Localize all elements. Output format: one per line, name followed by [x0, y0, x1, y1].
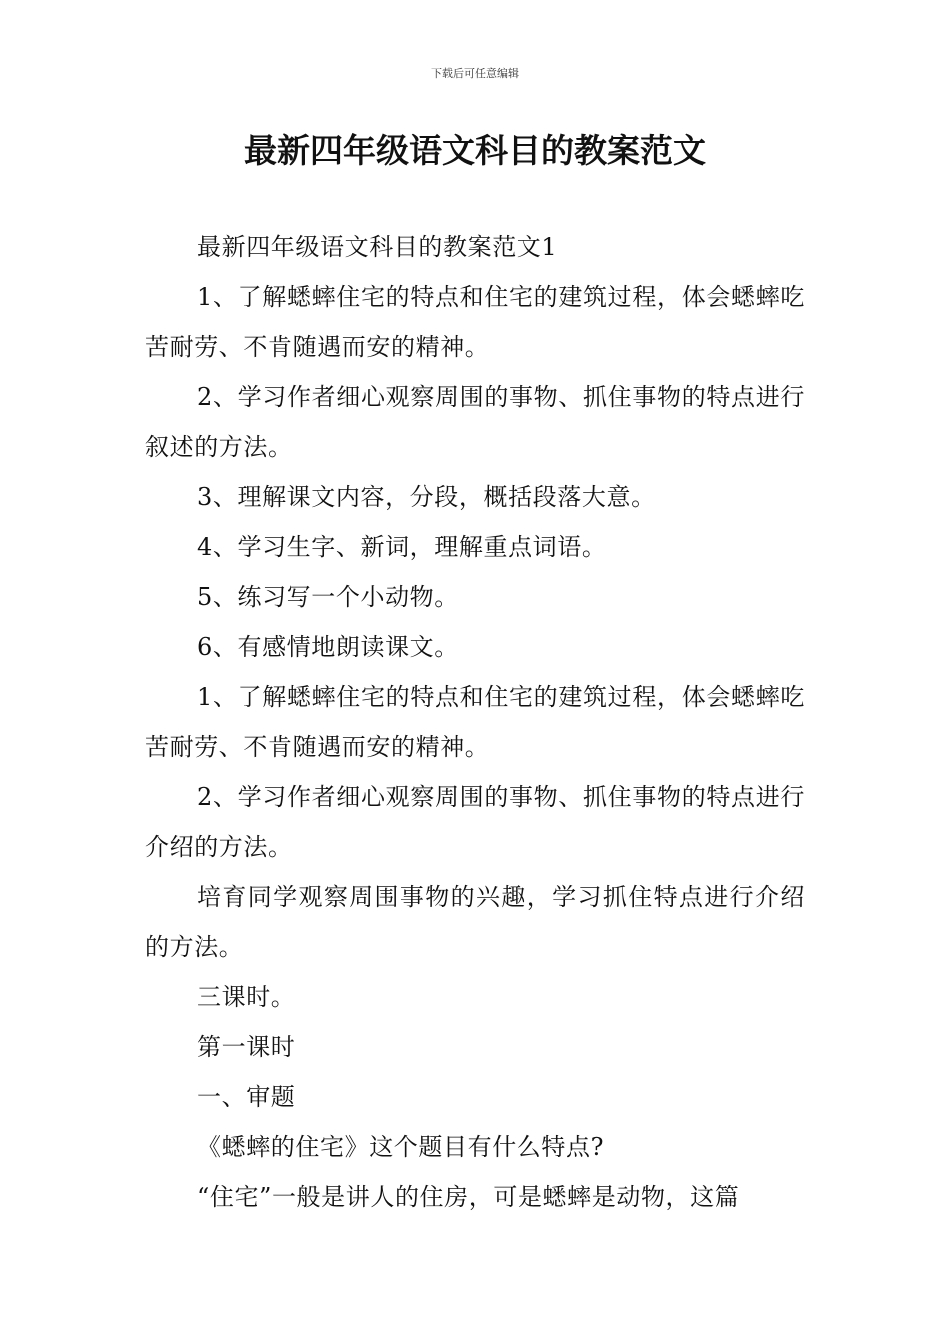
- paragraph-subtitle: 最新四年级语文科目的教案范文1: [197, 233, 558, 261]
- paragraph: 《蟋蟀的住宅》这个题目有什么特点?: [197, 1133, 605, 1161]
- paragraph: 1、了解蟋蟀住宅的特点和住宅的建筑过程，体会蟋蟀吃苦耐劳、不肯随遇而安的精神。: [145, 683, 805, 761]
- paragraph: 三课时。: [197, 983, 296, 1011]
- paragraph: 培育同学观察周围事物的兴趣，学习抓住特点进行介绍的方法。: [145, 883, 805, 961]
- paragraph: 2、学习作者细心观察周围的事物、抓住事物的特点进行叙述的方法。: [145, 383, 805, 461]
- paragraph: 6、有感情地朗读课文。: [197, 633, 459, 661]
- paragraph: 4、学习生字、新词，理解重点词语。: [197, 533, 607, 561]
- paragraph: 2、学习作者细心观察周围的事物、抓住事物的特点进行介绍的方法。: [145, 783, 805, 861]
- header-note: 下载后可任意编辑: [431, 67, 519, 80]
- paragraph: 5、练习写一个小动物。: [197, 583, 459, 611]
- paragraph: 3、理解课文内容，分段，概括段落大意。: [197, 483, 656, 511]
- paragraph: “住宅”一般是讲人的住房，可是蟋蟀是动物，这篇: [197, 1183, 740, 1211]
- section-heading: 一、审题: [197, 1083, 296, 1111]
- document-title: 最新四年级语文科目的教案范文: [244, 131, 706, 170]
- paragraph: 1、了解蟋蟀住宅的特点和住宅的建筑过程，体会蟋蟀吃苦耐劳、不肯随遇而安的精神。: [145, 283, 805, 361]
- document-body: [145, 222, 805, 1222]
- section-heading: 第一课时: [197, 1033, 296, 1061]
